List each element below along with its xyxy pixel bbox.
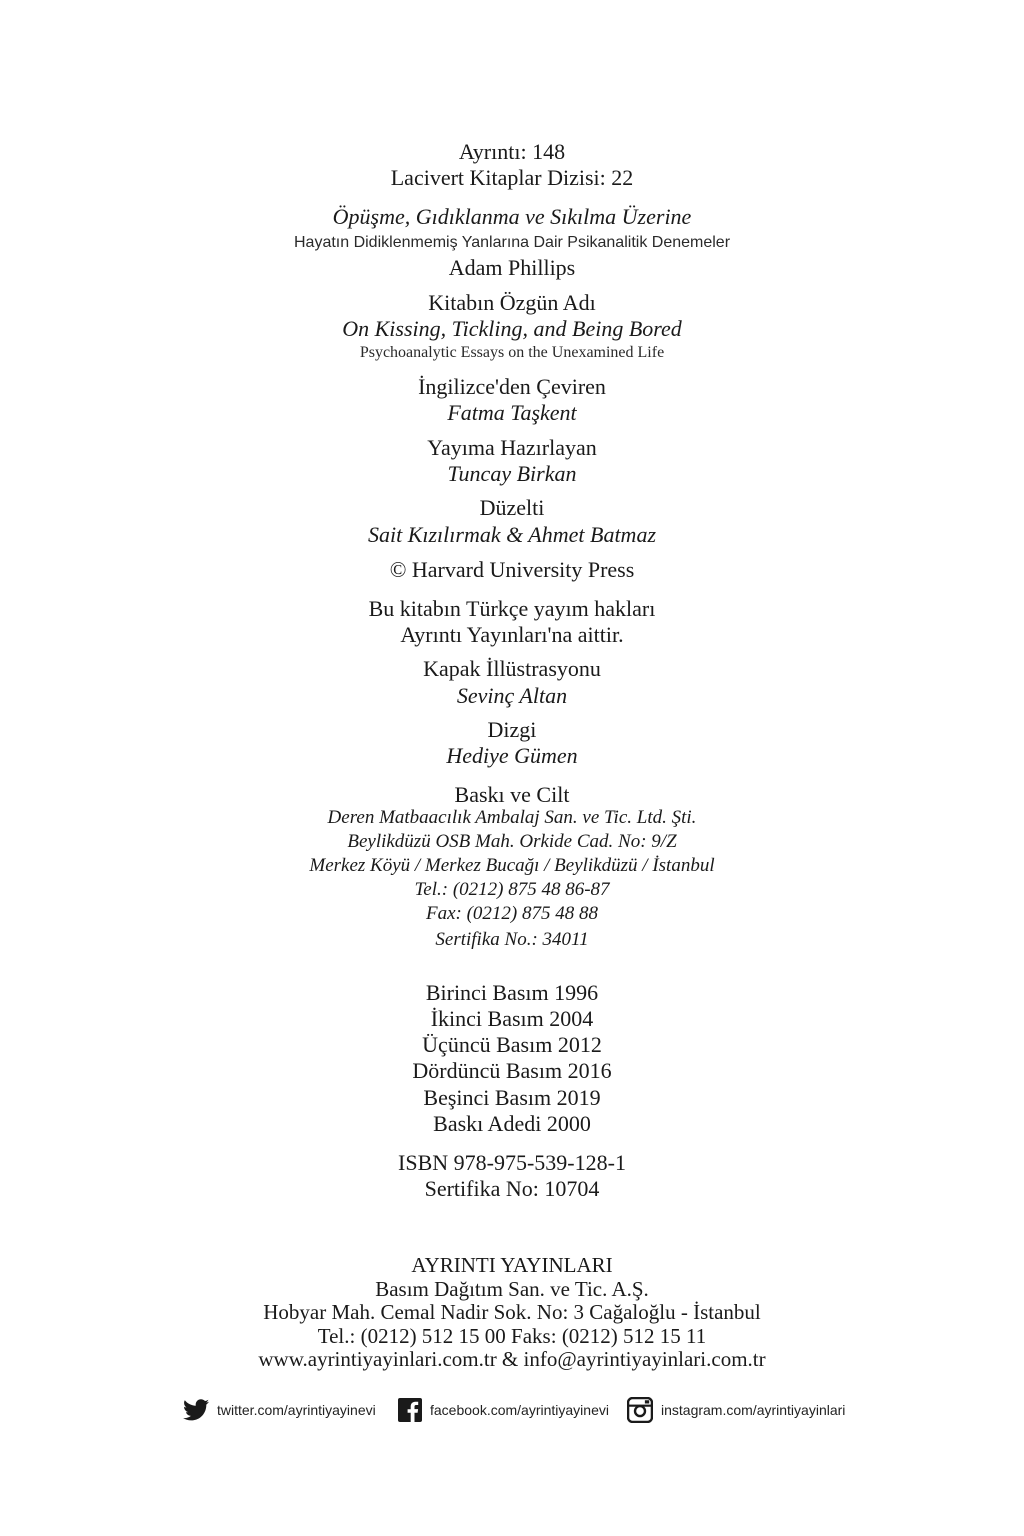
edition-line: Beşinci Basım 2019: [423, 1085, 601, 1110]
typesetting-name: Hediye Gümen: [446, 743, 578, 768]
edition-line: İkinci Basım 2004: [430, 1006, 594, 1031]
cover-name: Sevinç Altan: [456, 683, 568, 708]
twitter-icon: [183, 1399, 217, 1421]
printing-certificate: Sertifika No.: 34011: [435, 929, 589, 950]
publisher-company: Basım Dağıtım San. ve Tic. A.Ş.: [375, 1277, 649, 1301]
cover-label: Kapak İllüstrasyonu: [423, 656, 601, 681]
instagram-link[interactable]: instagram.com/ayrintiyayinlari: [661, 1402, 846, 1418]
print-run: Baskı Adedi 2000: [433, 1111, 591, 1136]
proofreading-names: Sait Kızılırmak & Ahmet Batmaz: [367, 522, 657, 547]
isbn-certificate: Sertifika No: 10704: [424, 1176, 600, 1201]
book-subtitle: Hayatın Didiklenmemiş Yanlarına Dair Psikanalitik Denemeler: [293, 234, 731, 251]
editor-label: Yayıma Hazırlayan: [427, 435, 597, 460]
edition-line: Üçüncü Basım 2012: [422, 1032, 602, 1057]
original-title-label: Kitabın Özgün Adı: [428, 290, 596, 315]
original-subtitle: Psychoanalytic Essays on the Unexamined Life: [359, 344, 665, 361]
book-author: Adam Phillips: [448, 255, 576, 280]
rights-line-1: Bu kitabın Türkçe yayım hakları: [368, 596, 656, 621]
editor-name: Tuncay Birkan: [447, 461, 577, 486]
translator-name: Fatma Taşkent: [447, 400, 577, 425]
series-number: Ayrıntı: 148: [458, 139, 566, 164]
book-title: Öpüşme, Gıdıklanma ve Sıkılma Üzerine: [332, 204, 692, 229]
publisher-name: AYRINTI YAYINLARI: [411, 1253, 613, 1277]
social-facebook[interactable]: [398, 1393, 609, 1427]
instagram-icon: [627, 1397, 661, 1423]
translator-label: İngilizce'den Çeviren: [418, 374, 606, 399]
printing-label: Baskı ve Cilt: [454, 782, 570, 807]
social-twitter[interactable]: [183, 1393, 376, 1427]
edition-line: Birinci Basım 1996: [425, 980, 599, 1005]
facebook-icon: [398, 1398, 430, 1422]
publisher-phone: Tel.: (0212) 512 15 00 Faks: (0212) 512 15 11: [317, 1324, 707, 1348]
isbn: ISBN 978-975-539-128-1: [398, 1150, 626, 1175]
publisher-web: www.ayrintiyayinlari.com.tr & info@ayrintiyayinlari.com.tr: [258, 1347, 766, 1371]
twitter-link[interactable]: twitter.com/ayrintiyayinevi: [217, 1402, 376, 1418]
publisher-address: Hobyar Mah. Cemal Nadir Sok. No: 3 Cağaloğlu - İstanbul: [263, 1300, 761, 1324]
series-dizi: Lacivert Kitaplar Dizisi: 22: [390, 165, 634, 190]
proofreading-label: Düzelti: [479, 495, 545, 520]
edition-line: Dördüncü Basım 2016: [412, 1058, 612, 1083]
printing-address-2: Merkez Köyü / Merkez Bucağı / Beylikdüzü / İstanbul: [309, 855, 715, 876]
social-instagram[interactable]: [627, 1393, 845, 1427]
typesetting-label: Dizgi: [487, 717, 537, 742]
printing-fax: Fax: (0212) 875 48 88: [425, 903, 599, 924]
original-title: On Kissing, Tickling, and Being Bored: [342, 316, 682, 341]
printing-address-1: Beylikdüzü OSB Mah. Orkide Cad. No: 9/Z: [347, 831, 677, 852]
printing-tel: Tel.: (0212) 875 48 86-87: [414, 879, 610, 900]
facebook-link[interactable]: facebook.com/ayrintiyayinevi: [430, 1402, 609, 1418]
rights-line-2: Ayrıntı Yayınları'na aittir.: [400, 622, 624, 647]
printing-company: Deren Matbaacılık Ambalaj San. ve Tic. Ltd. Şti.: [327, 807, 697, 828]
copyright: © Harvard University Press: [389, 557, 635, 582]
